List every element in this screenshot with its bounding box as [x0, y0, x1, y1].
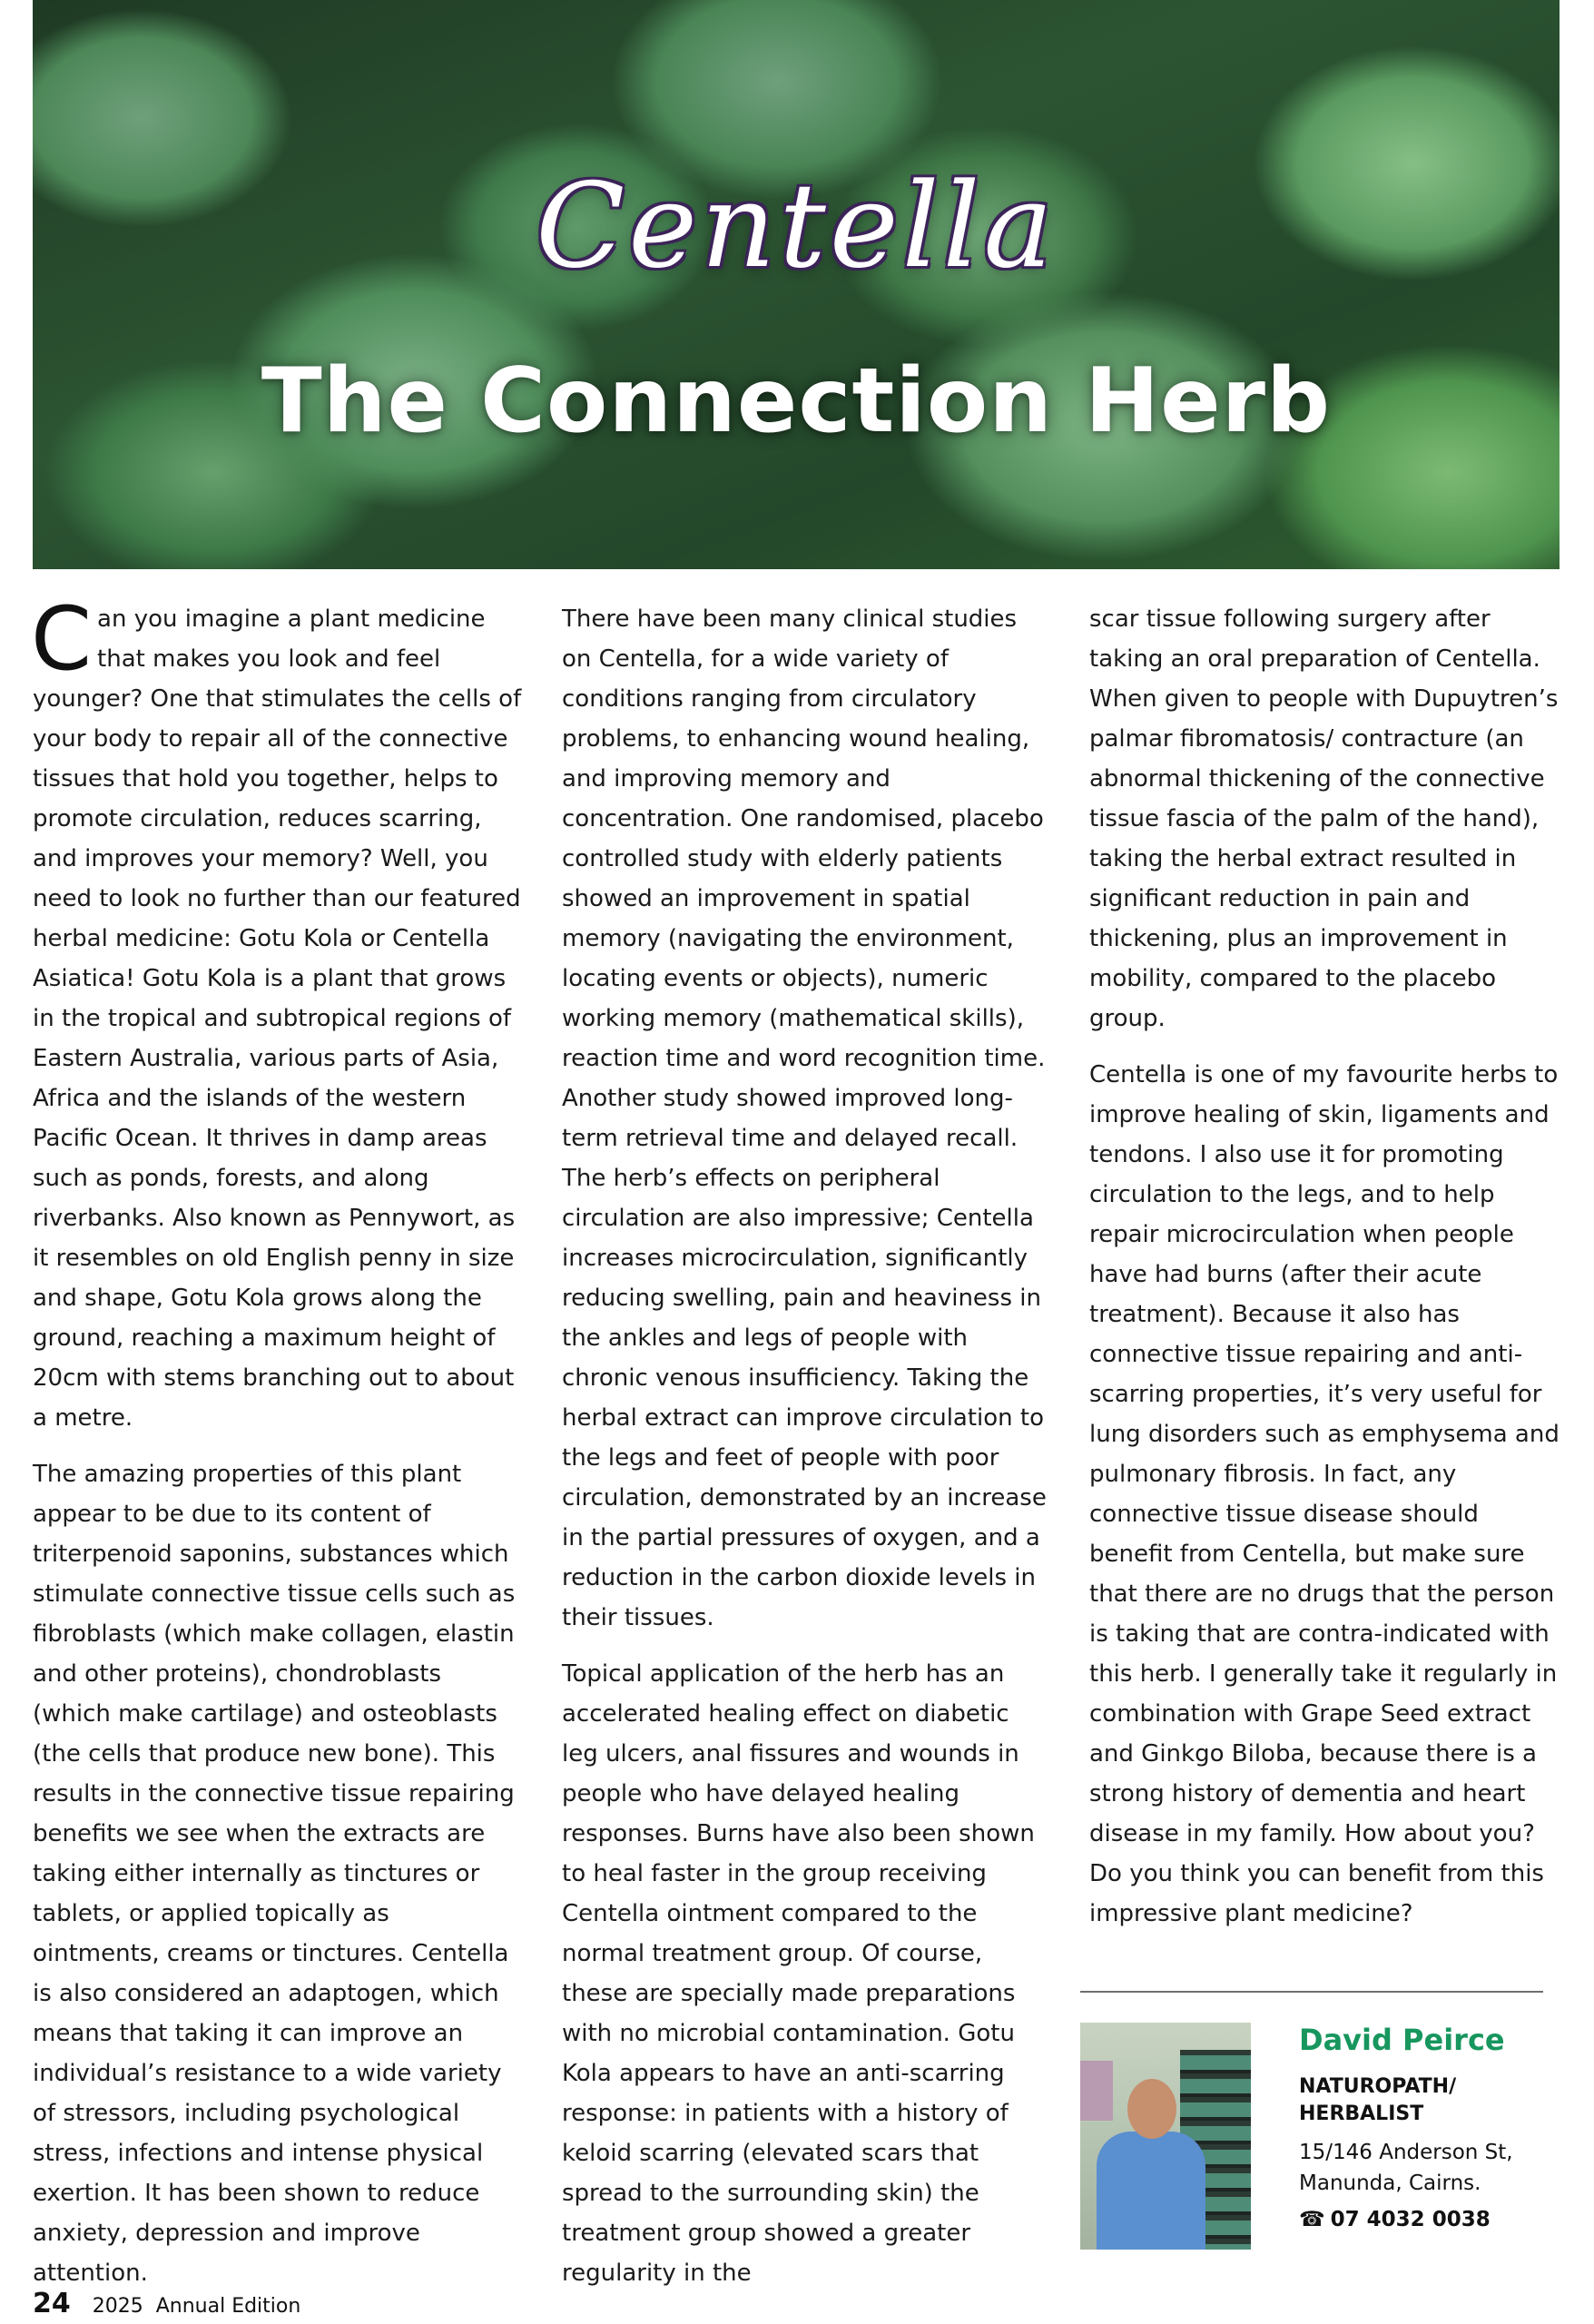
author-role-line2: HERBALIST	[1299, 2102, 1424, 2125]
hero-title: The Connection Herb	[261, 350, 1332, 453]
author-photo	[1080, 2023, 1251, 2250]
drop-cap: C	[31, 588, 93, 690]
phone-icon: ☎	[1299, 2208, 1325, 2231]
photo-poster	[1080, 2061, 1113, 2121]
edition-label: 2025 Annual Edition	[92, 2295, 301, 2318]
hero-script-title: Centella	[536, 159, 1057, 294]
article-column-1	[31, 588, 523, 2309]
photo-person-head	[1127, 2079, 1176, 2139]
author-role-line1: NATUROPATH/	[1299, 2075, 1457, 2098]
article-column-2	[562, 599, 1052, 2309]
article-paragraph: scar tissue following surgery after taking an oral preparation of Centella. When given to people with Dupuytren’s palmar fibromatosis/ contracture (an abnormal thickening of the connective tissue fascia of the palm of the hand), taking the herbal extract resulted in significant reduction in pain and thickening, plus an improvement in mobility, compared to the placebo group.	[1089, 606, 1559, 1032]
author-name: David Peirce	[1299, 2023, 1505, 2057]
article-paragraph: Centella is one of my favourite herbs to improve healing of skin, ligaments and tendons. I also use it for promoting circulation to the legs, and to help repair microcirculation when people have had burns (after their acute treatment). Because it also has connective tissue repairing and anti-scarring properties, it’s very useful for lung disorders such as emphysema and pulmonary fibrosis. In fact, any connective tissue disease should benefit from Centella, but make sure that there are no drugs that the person is taking that are contra-indicated with this herb. I generally take it regularly in combination with Grape Seed extract and Ginkgo Biloba, because there is a strong history of dementia and heart disease in my family. How about you? Do you think you can benefit from this impressive plant medicine?	[1089, 1061, 1560, 1927]
author-address-line2: Manunda, Cairns.	[1299, 2171, 1481, 2195]
article-paragraph	[31, 588, 523, 1438]
hero-image	[33, 0, 1560, 569]
author-info	[1299, 2023, 1562, 2237]
author-address	[1299, 2137, 1562, 2199]
author-phone-number: 07 4032 0038	[1330, 2208, 1491, 2231]
page-footer	[33, 2288, 300, 2319]
article-paragraph: The amazing properties of this plant appear to be due to its content of triterpenoid saponins, substances which stimulate connective tissue cells such as fibroblasts (which make collagen, elastin and other proteins), chondroblasts (which make cartilage) and osteoblasts (the cells that produce new bone). This results in the connective tissue repairing benefits we see when the extracts are taking either internally as tinctures or tablets, or applied topically as ointments, creams or tinctures. Centella is also considered an adaptogen, which means that taking it can improve an individual’s resistance to a wide variety of stressors, including psychological stress, infections and intense physical exertion. It has been shown to reduce anxiety, depression and improve attention.	[33, 1461, 516, 2287]
page-number: 24	[33, 2288, 71, 2319]
article-paragraph: There have been many clinical studies on Centella, for a wide variety of conditions ranging from circulatory problems, to enhancing wound healing, and improving memory and concentration. One randomised, placebo controlled study with elderly patients showed an improvement in spatial memory (navigating the environment, locating events or objects), numeric working memory (mathematical skills), reaction time and word recognition time. Another study showed improved long-term retrieval time and delayed recall. The herb’s effects on peripheral circulation are also impressive; Centella increases microcirculation, significantly reducing swelling, pain and heaviness in the ankles and legs of people with chronic venous insufficiency. Taking the herbal extract can improve circulation to the legs and feet of people with poor circulation, demonstrated by an increase in the partial pressures of oxygen, and a reduction in the carbon dioxide levels in their tissues.	[562, 606, 1047, 1631]
photo-person-body	[1097, 2132, 1205, 2250]
paragraph-text: an you imagine a plant medicine that makes you look and feel younger? One that stimulates the cells of your body to repair all of the connective tissues that hold you together, helps to promote circulation, reduces scarring, and improves your memory? Well, you need to look no further than our featured herbal medicine: Gotu Kola or Centella Asiatica! Gotu Kola is a plant that grows in the tropical and subtropical regions of Eastern Australia, various parts of Asia, Africa and the islands of the western Pacific Ocean. It thrives in damp areas such as ponds, forests, and along riverbanks. Also known as Pennywort, as it resembles on old English penny in size and shape, Gotu Kola grows along the ground, reaching a maximum height of 20cm with stems branching out to about a metre.	[33, 606, 522, 1432]
author-phone	[1299, 2202, 1562, 2237]
author-divider	[1080, 1991, 1543, 1993]
author-role	[1299, 2073, 1562, 2128]
article-paragraph: Topical application of the herb has an accelerated healing effect on diabetic leg ulcers, anal fissures and wounds in people who have delayed healing responses. Burns have also been shown to heal faster in the group receiving Centella ointment compared to the normal treatment group. Of course, these are specially made preparations with no microbial contamination. Gotu Kola appears to have an anti-scarring response: in patients with a history of keloid scarring (elevated scars that spread to the surrounding skin) the treatment group showed a greater regularity in the	[562, 1660, 1035, 2287]
article-column-3	[1089, 599, 1561, 1950]
author-address-line1: 15/146 Anderson St,	[1299, 2141, 1513, 2164]
